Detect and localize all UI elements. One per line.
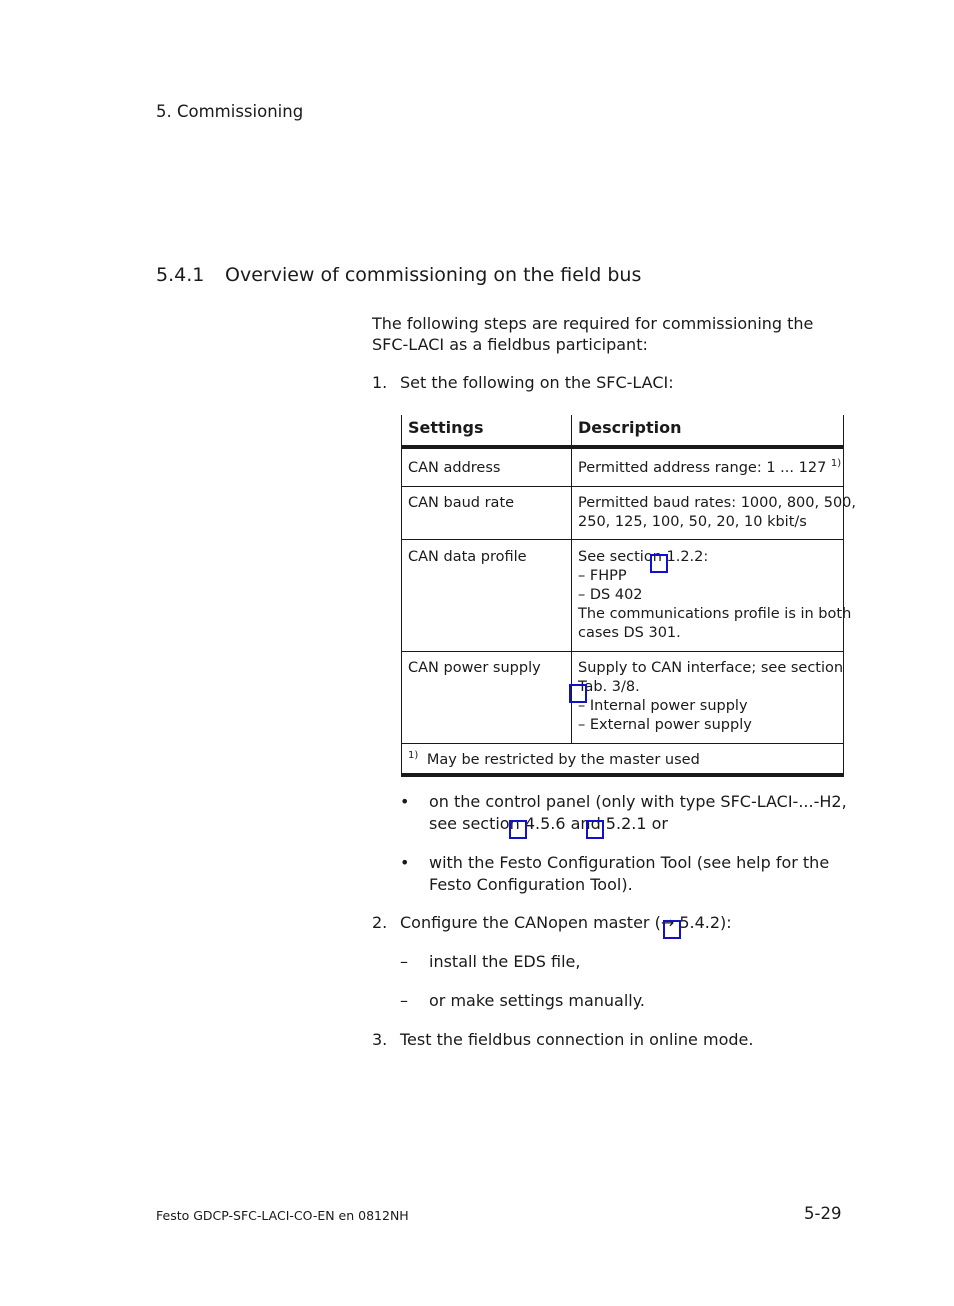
dash-icon: – (400, 952, 408, 971)
description-line: See section 1.2.2: (578, 549, 709, 565)
table-header-settings: Settings (408, 418, 484, 437)
table-cell-setting: CAN baud rate (408, 495, 515, 511)
chapter-header: 5. Commissioning (156, 102, 304, 121)
description-line: The communications profile is in both (578, 606, 852, 622)
bullet-line: on the control panel (only with type SFC-LACI-...-H2, (429, 792, 847, 811)
table-cell-description (578, 548, 851, 643)
footnote-reference: 1) (830, 458, 842, 470)
description-line: Supply to CAN interface; see section (578, 660, 844, 676)
table-cell-setting: CAN address (408, 460, 501, 476)
table-border-left (401, 415, 402, 775)
footnote-mark: 1) (408, 750, 419, 762)
table-header-rule (401, 445, 844, 449)
link-marker[interactable] (586, 820, 604, 839)
table-cell-setting: CAN power supply (408, 660, 541, 676)
description-line: cases DS 301. (578, 625, 681, 641)
section-number: 5.4.1 (156, 264, 205, 286)
step-number: 3. (372, 1030, 388, 1049)
link-marker[interactable] (509, 820, 527, 839)
description-line: 250, 125, 100, 50, 20, 10 kbit/s (578, 514, 807, 530)
bullet-item (429, 852, 829, 896)
bullet-item (429, 791, 847, 835)
substep-item: install the EDS file, (429, 952, 581, 971)
table-row-divider (401, 539, 844, 540)
description-line: – Internal power supply (578, 698, 748, 714)
description-line: – External power supply (578, 717, 752, 733)
step-number: 2. (372, 913, 388, 932)
table-cell-description (578, 459, 841, 478)
bullet-line: see section 4.5.6 and 5.2.1 or (429, 814, 668, 833)
link-marker[interactable] (650, 554, 668, 573)
footer-document-id: Festo GDCP-SFC-LACI-CO-EN en 0812NH (156, 1208, 409, 1223)
table-footnote (408, 751, 700, 770)
bullet-dot-icon: • (400, 853, 410, 872)
step-text: Configure the CANopen master (→ 5.4.2): (400, 913, 732, 932)
step-number: 1. (372, 373, 388, 392)
description-line: Tab. 3/8. (578, 679, 640, 695)
table-row-divider (401, 651, 844, 652)
table-row-divider (401, 486, 844, 487)
footnote-text: May be restricted by the master used (426, 752, 700, 768)
description-line: – FHPP (578, 568, 627, 584)
bullet-line: Festo Configuration Tool). (429, 875, 633, 894)
intro-line: SFC-LACI as a fieldbus participant: (372, 335, 648, 354)
section-title: Overview of commissioning on the field bus (225, 264, 642, 286)
link-marker[interactable] (569, 684, 587, 703)
table-cell-description (578, 659, 843, 735)
table-bottom-rule (401, 773, 844, 777)
link-marker[interactable] (663, 920, 681, 939)
intro-paragraph (372, 313, 842, 355)
step-text: Set the following on the SFC-LACI: (400, 373, 674, 392)
description-line: Permitted baud rates: 1000, 800, 500, (578, 495, 857, 511)
description-line: – DS 402 (578, 587, 643, 603)
dash-icon: – (400, 991, 408, 1010)
table-cell-description (578, 494, 856, 532)
description-line: Permitted address range: 1 ... 127 (578, 460, 827, 476)
bullet-dot-icon: • (400, 792, 410, 811)
table-header-description: Description (578, 418, 682, 437)
intro-line: The following steps are required for commissioning the (372, 314, 814, 333)
bullet-line: with the Festo Configuration Tool (see help for the (429, 853, 830, 872)
substep-item: or make settings manually. (429, 991, 645, 1010)
table-row-divider (401, 743, 844, 744)
table-cell-setting: CAN data profile (408, 549, 527, 565)
step-text: Test the fieldbus connection in online mode. (400, 1030, 754, 1049)
footer-page-number: 5-29 (804, 1204, 842, 1223)
